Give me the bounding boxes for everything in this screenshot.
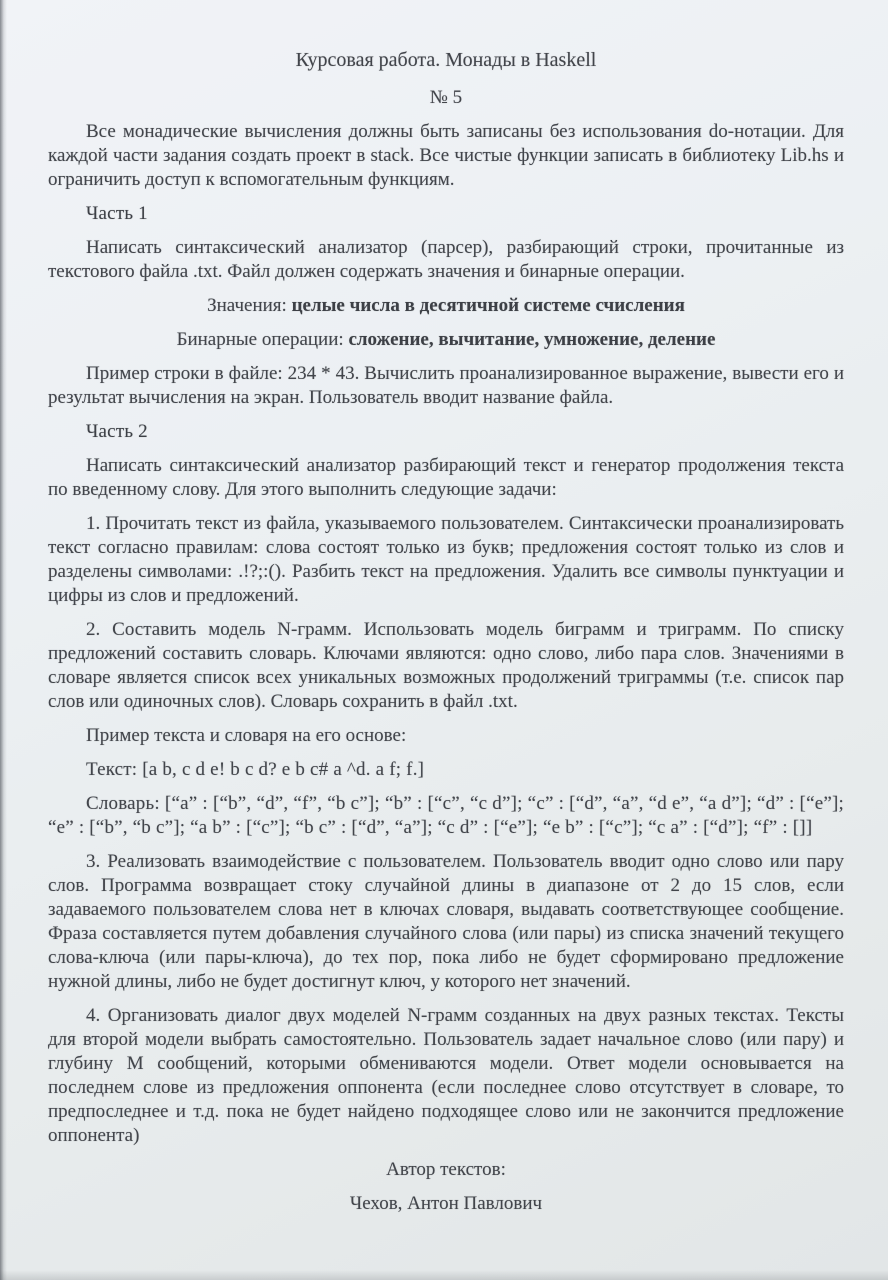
part1-heading: Часть 1 xyxy=(86,203,148,224)
values-bold-text: целые числа в десятичной системе счисления xyxy=(291,295,685,316)
author-name: Чехов, Антон Павлович xyxy=(349,1193,543,1214)
part2-paragraph: Написать синтаксический анализатор разбирающий текст и генератор продолжения текста по введенному слову. Для этого выполнить следующие задачи: xyxy=(48,455,844,500)
part1-paragraph: Написать синтаксический анализатор (парсер), разбирающий строки, прочитанные из текстового файла .txt. Файл должен содержать значения и бинарные операции. xyxy=(48,237,844,282)
part2-item-1: 1. Прочитать текст из файла, указываемого пользователем. Синтаксически проанализировать текст согласно правилам: слова состоят только из букв; предложения состоят только из слов и разделены символами: .!?;:(). Разбить текст на предложения. Удалить все символы пунктуации и цифры из слов и предложений. xyxy=(48,513,844,606)
operations-line xyxy=(48,328,844,352)
operations-label: Бинарные операции: xyxy=(176,329,344,350)
operations-bold-text: сложение, вычитание, умножение, деление xyxy=(348,329,716,350)
example-text-line: Текст: [a b, c d e! b c d? e b c# a ^d. a f; f.] xyxy=(86,759,425,780)
doc-title: Курсовая работа. Монады в Haskell xyxy=(295,49,597,71)
author-label: Автор текстов: xyxy=(386,1159,506,1180)
example-dictionary-line: Словарь: [“a” : [“b”, “d”, “f”, “b c”]; “b” : [“c”, “c d”]; “c” : [“d”, “a”, “d e”, “a d”]; “d” : [“e”]; “e” : [“b”, “b c”]; “a b” : [“c”]; “b c” : [“d”, “a”]; “c d” : [“e”]; “e b” : [“c”]; “c a” : [“d”]; “f” : []] xyxy=(48,793,844,838)
dictionary-example-intro: Пример текста и словаря на его основе: xyxy=(86,725,407,746)
part2-item-4: 4. Организовать диалог двух моделей N-грамм созданных на двух разных текстах. Тексты для второй модели выбрать самостоятельно. Пользователь задает начальное слово (или пару) и глубину М сообщений, которыми обмениваются модели. Ответ модели основывается на последнем слове из предложения оппонента (если последнее слово отсутствует в словаре, то предпоследнее и т.д. пока не будет найдено подходящее слово или не закончится предложение оппонента) xyxy=(48,1005,844,1146)
intro-paragraph: Все монадические вычисления должны быть записаны без использования do-нотации. Для каждой части задания создать проект в stack. Все чистые функции записать в библиотеку Lib.hs и ограничить доступ к вспомогательным функциям. xyxy=(48,121,844,190)
values-label: Значения: xyxy=(207,295,287,316)
doc-number: № 5 xyxy=(429,87,463,108)
part2-item-3: 3. Реализовать взаимодействие с пользователем. Пользователь вводит одно слово или пару слов. Программа возвращает стоку случайной длины в диапазоне от 2 до 15 слов, если задаваемого пользователем слова нет в ключах словаря, выдавать соответствующее сообщение. Фраза составляется путем добавления случайного слова (или пары) из списка значений текущего слова-ключа (или пары-ключа), до тех пор, пока либо не будет сформировано предложение нужной длины, либо не будет достигнут ключ, у которого нет значений. xyxy=(48,851,844,992)
part2-heading: Часть 2 xyxy=(86,421,148,442)
part2-item-2: 2. Составить модель N-грамм. Использовать модель биграмм и триграмм. По списку предложений составить словарь. Ключами являются: одно слово, либо пара слов. Значениями в словаре является список всех уникальных возможных продолжений триграммы (т.е. список пар слов или одиночных слов). Словарь сохранить в файл .txt. xyxy=(48,619,844,712)
values-line xyxy=(48,294,844,318)
part1-example-paragraph: Пример строки в файле: 234 * 43. Вычислить проанализированное выражение, вывести его и результат вычисления на экран. Пользователь вводит название файла. xyxy=(48,363,844,408)
